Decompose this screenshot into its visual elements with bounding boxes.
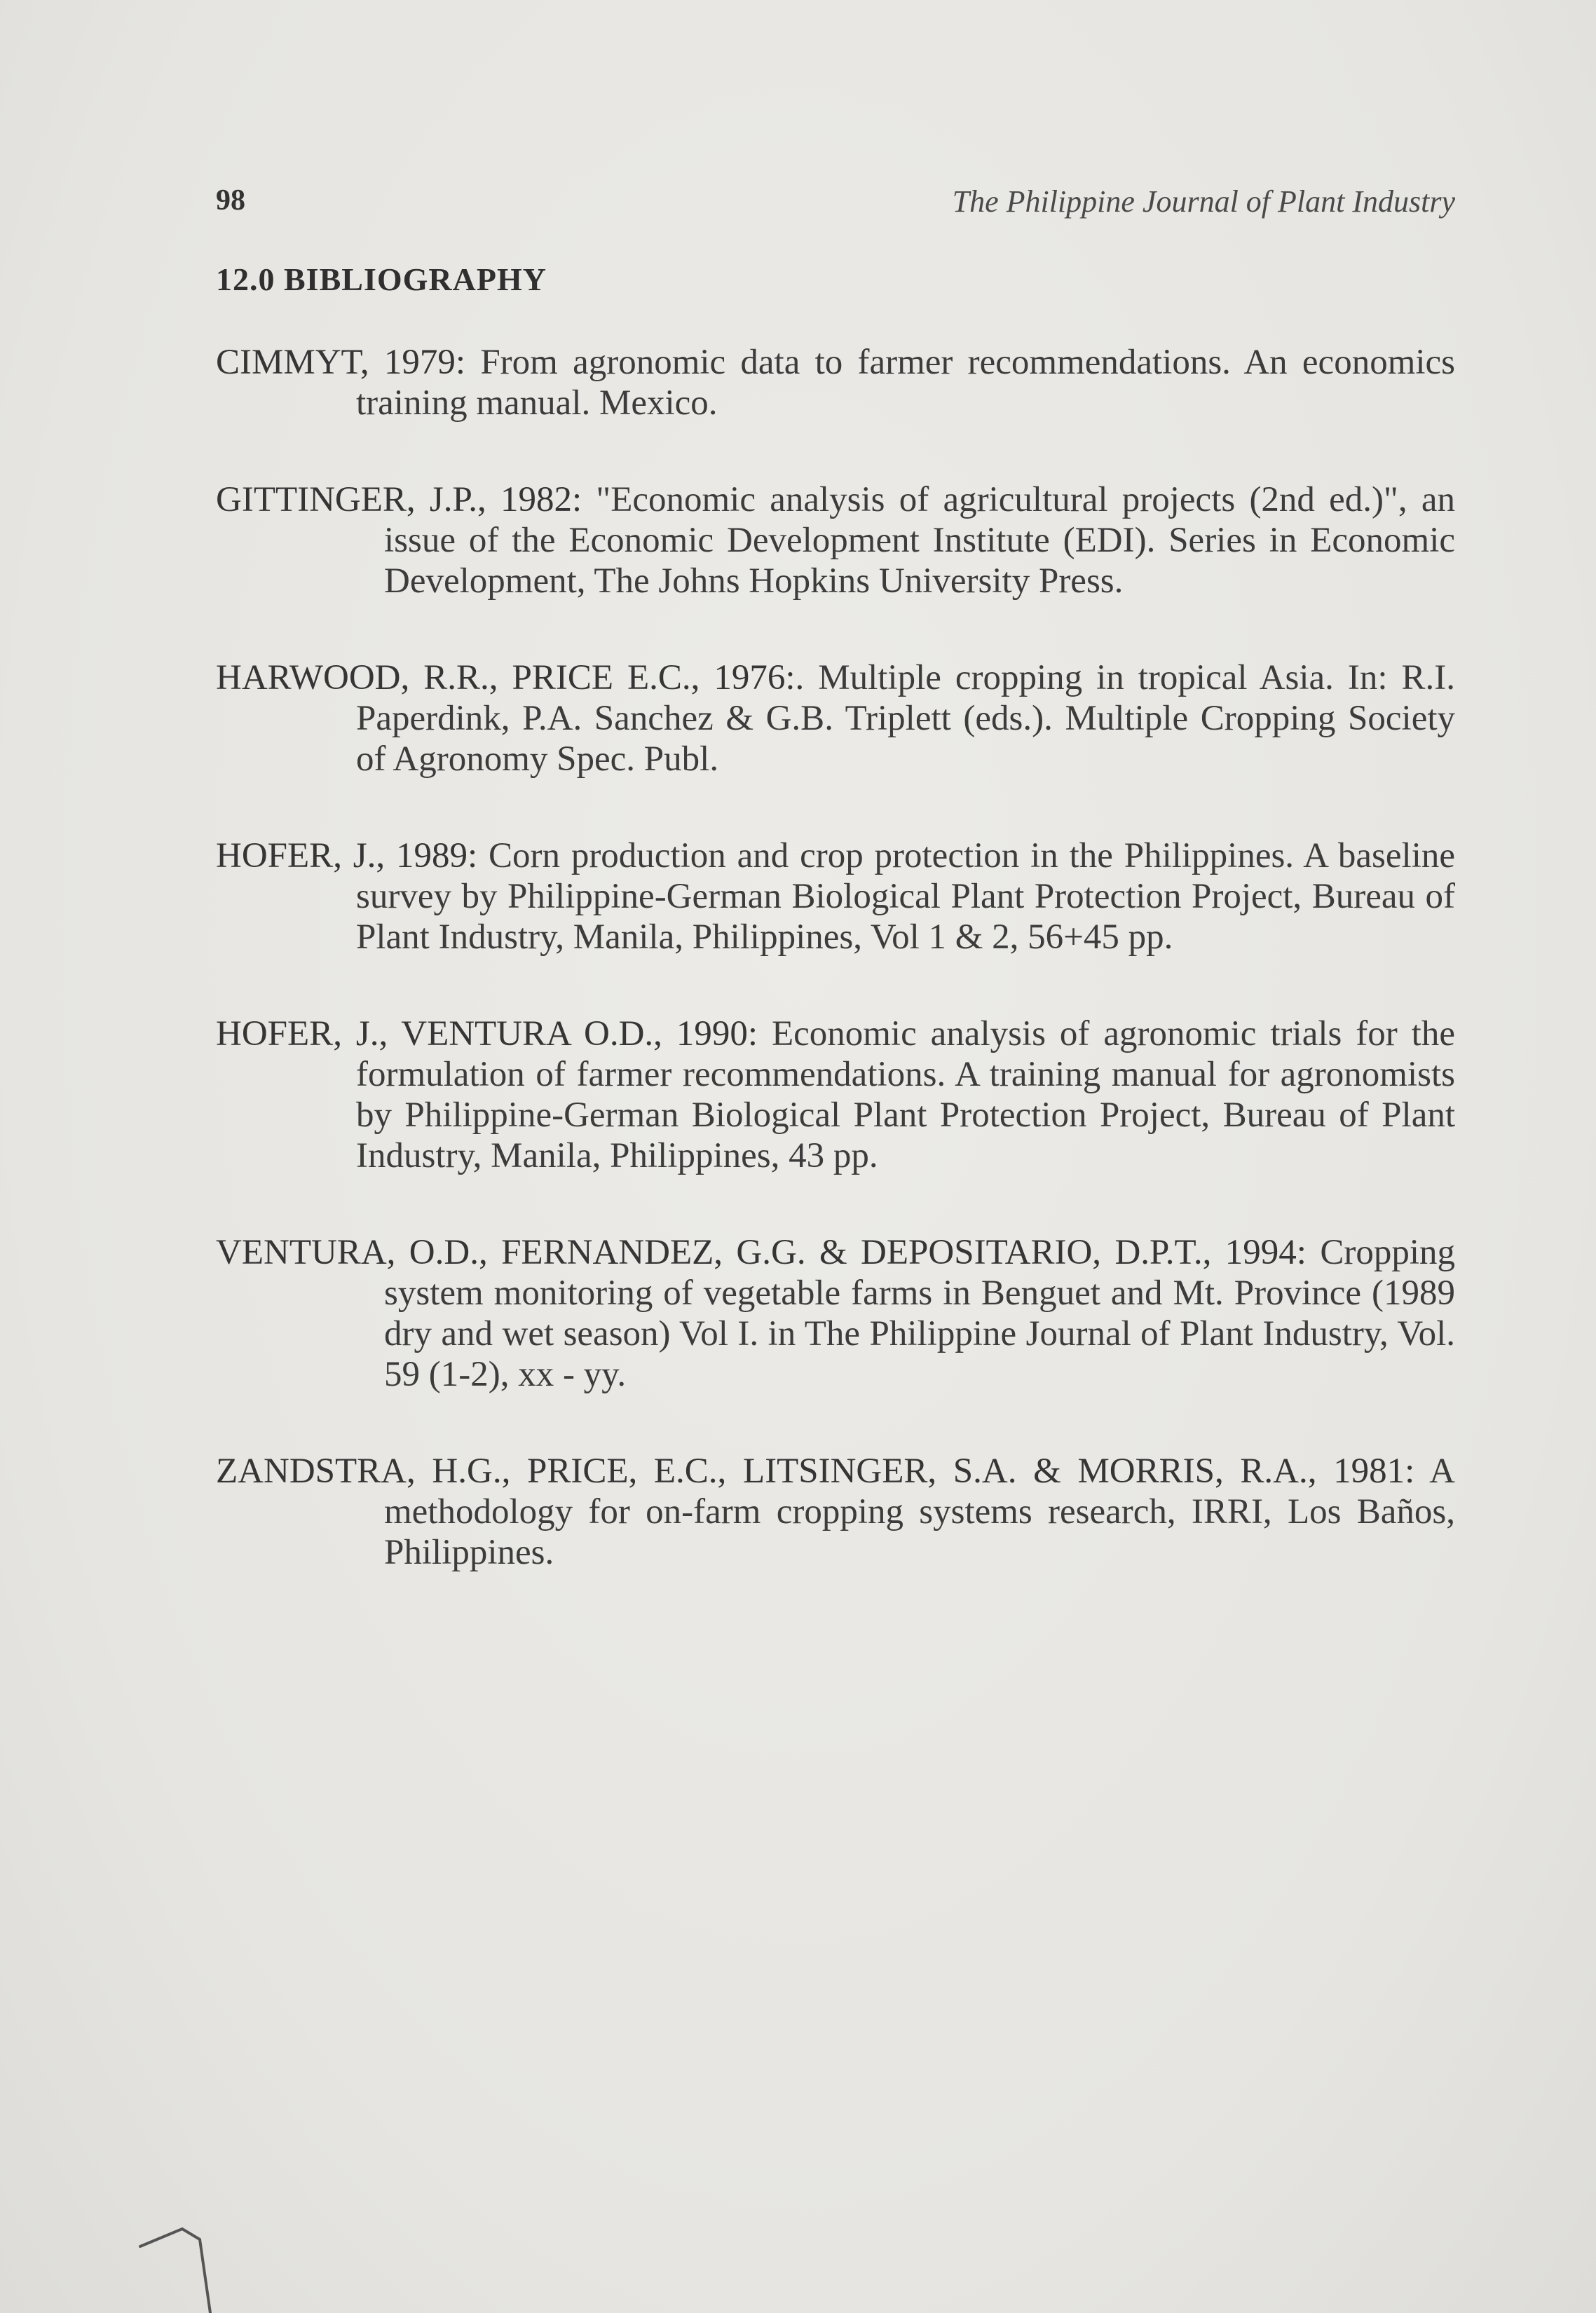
entry-text: Economic analysis of agronomic trials for the formulation of farmer recommendations. A training manual for agronomists by Philippine-German Biological Plant Protection Project, Bureau of Plant Industry, Manila, Philippines, 43 pp. (356, 1014, 1455, 1175)
entry-text: Multiple cropping in tropical Asia. In: R.I. Paperdink, P.A. Sanchez & G.B. Triplett (eds.). Multiple Cropping Society of Agronomy Spec. Publ. (356, 658, 1455, 779)
bibliography-entry (216, 479, 1455, 601)
entry-text: Corn production and crop protection in the Philippines. A baseline survey by Philippine-German Biological Plant Protection Project, Bureau of Plant Industry, Manila, Philippines, Vol 1 & 2, 56+45 pp. (356, 836, 1456, 957)
entry-text: Cropping system monitoring of vegetable farms in Benguet and Mt. Province (1989 dry and wet season) Vol I. in The Philippine Journal of Plant Industry, Vol. 59 (1-2), xx - yy. (384, 1233, 1455, 1394)
journal-title: The Philippine Journal of Plant Industry (952, 184, 1455, 219)
entry-text: "Economic analysis of agricultural projects (2nd ed.)", an issue of the Economic Development Institute (EDI). Series in Economic Development, The Johns Hopkins University Press. (384, 480, 1455, 601)
bibliography-entry (216, 835, 1455, 957)
section-heading: 12.0 BIBLIOGRAPHY (216, 261, 547, 297)
entry-text: A methodology for on-farm cropping systems research, IRRI, Los Baños, Philippines. (384, 1452, 1456, 1572)
entry-author: HARWOOD, R.R., PRICE E.C., 1976:. (216, 658, 805, 697)
entry-author: CIMMYT, 1979: (216, 343, 466, 382)
entry-author: VENTURA, O.D., FERNANDEZ, G.G. & DEPOSITARIO, D.P.T., 1994: (216, 1233, 1307, 1272)
pencil-mark-icon (133, 2197, 217, 2313)
page-number: 98 (216, 184, 245, 217)
entry-author: ZANDSTRA, H.G., PRICE, E.C., LITSINGER, S.A. & MORRIS, R.A., 1981: (216, 1452, 1415, 1491)
entry-author: GITTINGER, J.P., 1982: (216, 480, 582, 519)
page-header (216, 184, 1455, 226)
bibliography-list (216, 342, 1455, 1629)
bibliography-entry (216, 1232, 1455, 1395)
entry-author: HOFER, J., VENTURA O.D., 1990: (216, 1014, 758, 1053)
entry-author: HOFER, J., 1989: (216, 836, 478, 875)
bibliography-entry (216, 1014, 1455, 1176)
bibliography-entry (216, 657, 1455, 779)
bibliography-entry (216, 342, 1455, 423)
bibliography-entry (216, 1451, 1455, 1573)
entry-text: From agronomic data to farmer recommendations. An economics training manual. Mexico. (356, 343, 1456, 423)
